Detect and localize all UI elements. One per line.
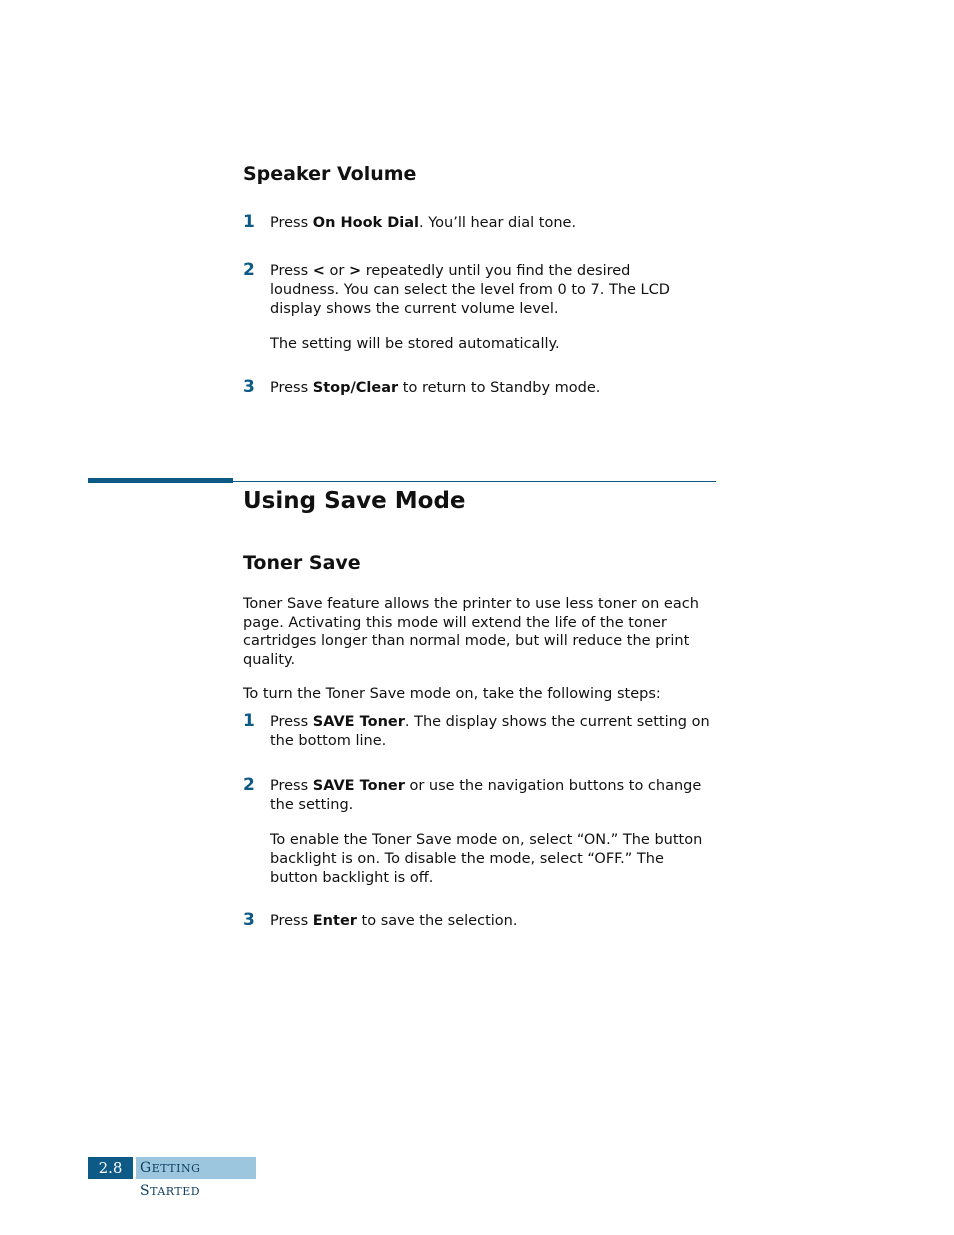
step-text xyxy=(270,262,700,319)
step-text-post: to return to Standby mode. xyxy=(398,380,601,396)
step-text-post: . You’ll hear dial tone. xyxy=(419,215,577,231)
step-text-bold: Enter xyxy=(312,913,357,929)
section-label-part: ETTING xyxy=(151,1162,201,1175)
page-number: 2.8 xyxy=(88,1157,133,1179)
step-number: 2 xyxy=(243,775,255,795)
left-arrow-icon: < xyxy=(312,263,325,279)
step-text xyxy=(270,379,720,398)
right-arrow-icon: > xyxy=(349,263,362,279)
step-text-pre: Press xyxy=(270,778,313,794)
section-rule-thick xyxy=(88,478,233,483)
step-text-pre: Press xyxy=(270,380,313,396)
step-text-pre: Press xyxy=(270,714,313,730)
step-text-bold: On Hook Dial xyxy=(312,215,419,231)
step-text xyxy=(270,912,720,931)
step-note: The setting will be stored automatically. xyxy=(270,336,560,352)
section-label-part: G xyxy=(140,1160,152,1176)
step-number: 2 xyxy=(243,260,255,280)
step-text-post: repeatedly until you find the desired loudness. You can select the level from 0 to 7. The LCD display shows the current volume level. xyxy=(270,263,670,317)
step-text-bold: Stop/Clear xyxy=(312,380,399,396)
section-heading-toner-save: Toner Save xyxy=(243,552,361,574)
step-text-post: to save the selection. xyxy=(356,913,518,929)
step-text xyxy=(270,777,716,815)
step-text xyxy=(270,713,710,751)
lead-paragraph: To turn the Toner Save mode on, take the following steps: xyxy=(243,686,661,702)
section-heading-speaker-volume: Speaker Volume xyxy=(243,163,417,185)
section-label-part: TARTED xyxy=(150,1185,201,1198)
step-text-post: or use the navigation buttons to change the setting. xyxy=(270,778,702,813)
step-text-pre: Press xyxy=(270,215,313,231)
step-number: 3 xyxy=(243,910,255,930)
intro-paragraph: Toner Save feature allows the printer to use less toner on each page. Activating this mode will extend the life of the toner cartridges longer than normal mode, but will reduce the print quality. xyxy=(243,596,699,668)
page-title: Using Save Mode xyxy=(243,488,466,514)
section-label-part: S xyxy=(140,1183,151,1199)
step-text-bold: SAVE Toner xyxy=(312,714,405,730)
section-rule-thin xyxy=(233,481,716,482)
step-text-pre: Press xyxy=(270,913,313,929)
step-number: 3 xyxy=(243,377,255,397)
step-text-post: . The display shows the current setting on the bottom line. xyxy=(270,714,710,749)
step-text-pre: Press xyxy=(270,263,313,279)
step-number: 1 xyxy=(243,212,255,232)
section-label xyxy=(136,1157,256,1199)
step-text-bold: SAVE Toner xyxy=(312,778,405,794)
step-note: To enable the Toner Save mode on, select “ON.” The button backlight is on. To disable the mode, select “OFF.” The button backlight is off. xyxy=(270,832,703,886)
step-text-mid: or xyxy=(324,263,349,279)
step-number: 1 xyxy=(243,711,255,731)
step-text xyxy=(270,214,720,233)
